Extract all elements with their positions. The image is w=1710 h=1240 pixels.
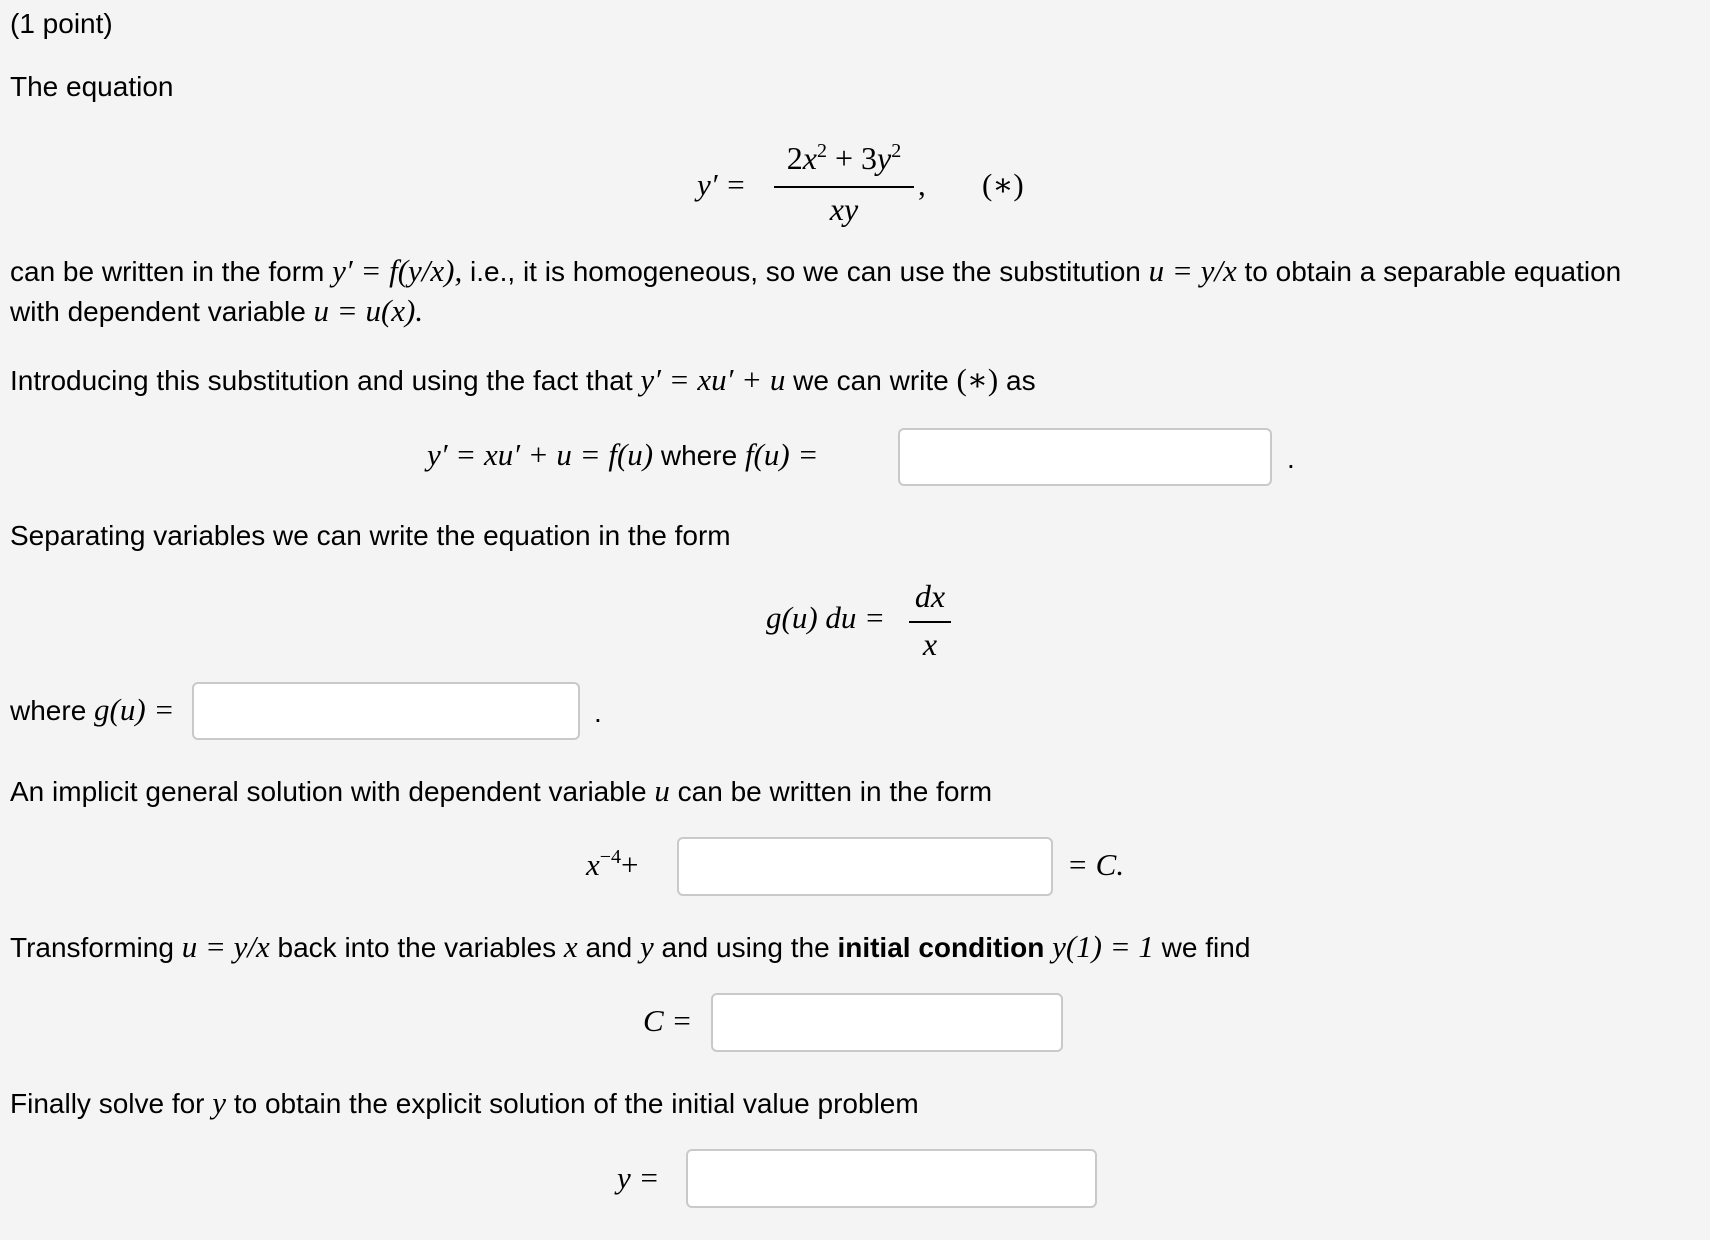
- para2-star-ref: (∗): [956, 362, 999, 397]
- para2-text-c: as: [998, 365, 1036, 396]
- explicit-solution-answer-input[interactable]: [686, 1149, 1097, 1208]
- eq-implicit-plus: +: [621, 847, 639, 882]
- eq-f-line: [427, 437, 818, 473]
- eq-y-label: y =: [617, 1160, 660, 1195]
- where-g-label: [10, 692, 174, 728]
- para6-math: y: [212, 1085, 227, 1120]
- para4-math: u: [654, 773, 670, 808]
- para2-text-b: we can write: [785, 365, 957, 396]
- eq-star-numerator: $2x^2 + 3y^2$: [786, 140, 902, 176]
- para1-line2-text: with dependent variable: [10, 296, 314, 327]
- para5-math-2: x: [563, 929, 578, 964]
- eq-c-label: C =: [643, 1003, 693, 1038]
- implicit-solution-answer-input[interactable]: [677, 837, 1053, 896]
- para4-text-a: An implicit general solution with dependent variable: [10, 776, 655, 807]
- para1-text-a: can be written in the form: [10, 256, 333, 287]
- eq-f-period: .: [1287, 443, 1295, 474]
- para5-bold-term: initial condition: [837, 932, 1045, 963]
- intro-text: The equation: [10, 71, 174, 102]
- para5-text-b: back into the variables: [269, 932, 564, 963]
- fraction-bar: [774, 186, 914, 188]
- eq-g-denominator: x: [922, 626, 938, 662]
- eq-implicit-lhs: [586, 847, 639, 883]
- eq-star-fraction: [768, 140, 920, 230]
- where-g-math: g(u) =: [94, 692, 175, 727]
- eq-g-fraction: [905, 578, 955, 662]
- eq-implicit-exponent: −4: [599, 846, 622, 868]
- para1-line2-math: u = u(x).: [313, 293, 424, 328]
- eq-f-fu: f(u) =: [744, 437, 819, 472]
- eq-g-lhs: g(u) du =: [766, 600, 886, 635]
- para5-text-c: and: [577, 932, 640, 963]
- para1-math-2: u = y/x: [1148, 253, 1237, 288]
- para2: [10, 362, 1036, 398]
- eq-f-where: where: [653, 440, 745, 471]
- para2-text-a: Introducing this substitution and using the fact that: [10, 365, 641, 396]
- para6-text-b: to obtain the explicit solution of the initial value problem: [226, 1088, 919, 1119]
- para1-line2: [10, 293, 423, 329]
- para4: [10, 773, 992, 809]
- eq-f-lhs: y′ = xu′ + u = f(u): [427, 437, 654, 472]
- para3-text: Separating variables we can write the equation in the form: [10, 520, 731, 551]
- c-value-answer-input[interactable]: [711, 993, 1063, 1052]
- where-g-text: where: [10, 695, 95, 726]
- eq-implicit-base: x: [586, 847, 600, 882]
- g-of-u-answer-input[interactable]: [192, 682, 580, 740]
- para6: [10, 1085, 919, 1121]
- para2-math: y′ = xu′ + u: [640, 362, 786, 397]
- para5: [10, 929, 1250, 965]
- eq-g-numerator: dx: [914, 578, 946, 614]
- para4-text-b: can be written in the form: [669, 776, 993, 807]
- eq-star-comma: ,: [918, 167, 926, 202]
- para5-text-e: we find: [1153, 932, 1251, 963]
- para5-math-3: y: [639, 929, 654, 964]
- para5-math-4: y(1) = 1: [1044, 929, 1154, 964]
- points-label: (1 point): [10, 8, 113, 39]
- para1-text-c: to obtain a separable equation: [1236, 256, 1622, 287]
- f-of-u-answer-input[interactable]: [898, 428, 1272, 486]
- eq-star-denominator: xy: [829, 191, 859, 227]
- para6-text-a: Finally solve for: [10, 1088, 213, 1119]
- para1-text-b: i.e., it is homogeneous, so we can use the substitution: [462, 256, 1149, 287]
- para5-math-1: u = y/x: [181, 929, 270, 964]
- para1-math-1: y′ = f(y/x),: [332, 253, 463, 288]
- para5-text-d: and using the: [653, 932, 838, 963]
- para5-text-a: Transforming: [10, 932, 182, 963]
- eq-star-lhs: y′ =: [697, 167, 747, 202]
- para1-line1: [10, 253, 1621, 289]
- fraction-bar: [909, 621, 951, 623]
- eq-star-label: (∗): [982, 167, 1024, 202]
- where-g-period: .: [594, 697, 602, 728]
- eq-implicit-rhs: = C.: [1067, 847, 1125, 882]
